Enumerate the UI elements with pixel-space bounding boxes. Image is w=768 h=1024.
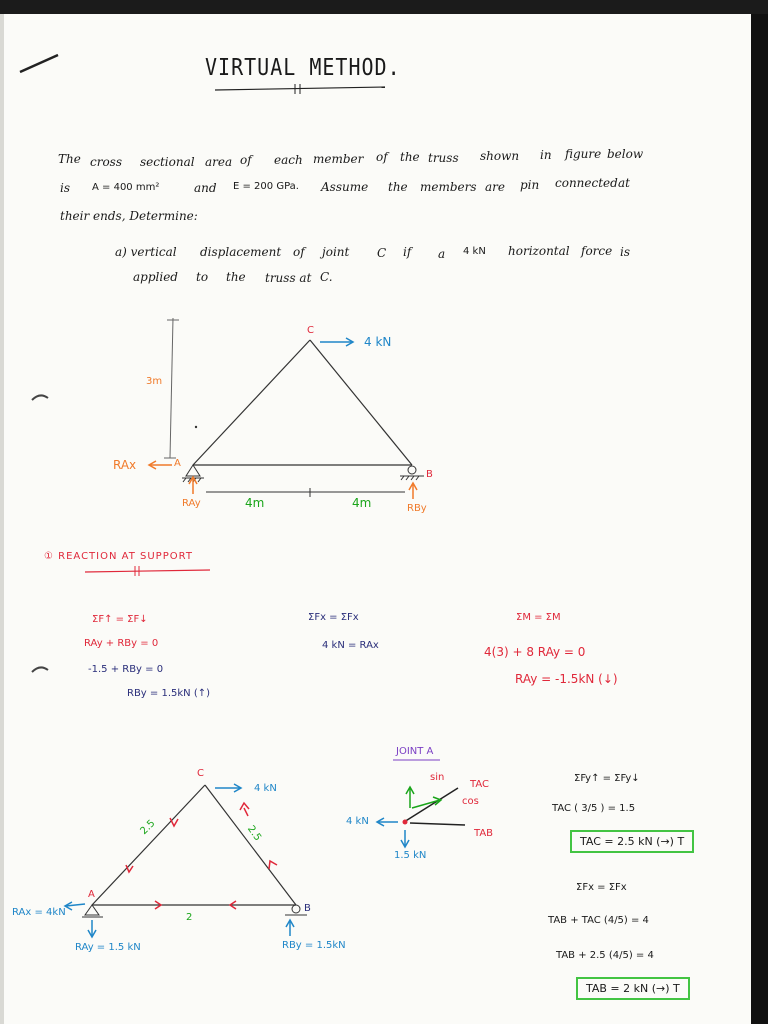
word: the xyxy=(400,150,420,164)
eq-right-line3: TAB + 2.5 (4/5) = 4 xyxy=(556,950,654,961)
node-a-label: A xyxy=(174,458,181,469)
word: at xyxy=(618,176,630,190)
eq1-line3: RBy = 1.5kN (↑) xyxy=(127,688,210,699)
word: force xyxy=(581,244,613,258)
joint-a-sin: sin xyxy=(430,772,445,783)
word: The xyxy=(58,152,81,166)
fig2-rby: RBy = 1.5kN xyxy=(282,940,346,951)
problem-line-3: their ends, Determine: xyxy=(60,209,198,223)
joint-a-tab: TAB xyxy=(474,828,494,839)
fig2-node-c: C xyxy=(197,768,204,779)
eq3-header: ΣM = ΣM xyxy=(516,612,561,623)
span-label-2: 4m xyxy=(352,496,372,510)
word: connected xyxy=(555,176,618,190)
word: of xyxy=(376,150,388,164)
word: truss at xyxy=(265,271,312,285)
word: is xyxy=(620,245,630,259)
word: and xyxy=(194,181,217,195)
joint-a-fbd xyxy=(377,760,465,847)
fig2-node-b: B xyxy=(304,903,311,914)
joint-a-heading: JOINT A xyxy=(396,746,434,757)
eq-right-header2: ΣFx = ΣFx xyxy=(576,882,627,893)
word: 4 kN xyxy=(463,246,486,257)
word: each xyxy=(274,153,303,167)
node-c-label: C xyxy=(307,325,314,336)
page-title: VIRTUAL METHOD. xyxy=(205,53,401,81)
fig2-len-ab: 2 xyxy=(186,912,193,923)
force-c-label: 4 kN xyxy=(364,335,392,349)
eq3-line2: RAy = -1.5kN (↓) xyxy=(515,672,618,686)
node-b-label: B xyxy=(426,469,433,480)
fig2-rax: RAx = 4kN xyxy=(12,907,66,918)
section-reaction-heading: ① REACTION AT SUPPORT xyxy=(44,551,193,562)
word: the xyxy=(388,180,408,194)
eq-right-line1: TAC ( 3/5 ) = 1.5 xyxy=(552,803,636,814)
word: shown xyxy=(480,149,520,163)
fig2-node-a: A xyxy=(88,889,95,900)
word: of xyxy=(293,245,305,259)
word: A = 400 mm² xyxy=(92,182,160,193)
word: C. xyxy=(320,270,333,284)
rax-label: RAx xyxy=(113,458,137,472)
word: joint xyxy=(322,245,350,259)
ray-label: RAy xyxy=(182,498,201,509)
word: below xyxy=(607,147,644,161)
eq1-line1: RAy + RBy = 0 xyxy=(84,638,159,649)
joint-a-cos: cos xyxy=(462,796,479,807)
word: member xyxy=(313,152,364,166)
word: members xyxy=(420,180,477,194)
word: horizontal xyxy=(508,244,570,258)
eq1-header: ΣF↑ = ΣF↓ xyxy=(92,614,148,625)
word: if xyxy=(403,245,412,259)
fig2-force-c: 4 kN xyxy=(254,783,277,794)
fig2-len-bc: 2.5 xyxy=(244,823,264,844)
eq2-header: ΣFx = ΣFx xyxy=(308,612,359,623)
word: a xyxy=(438,247,446,261)
word: applied xyxy=(133,270,178,284)
eq-right-header1: ΣFy↑ = ΣFy↓ xyxy=(574,773,640,784)
word: truss xyxy=(428,151,459,165)
joint-a-force-down: 1.5 kN xyxy=(394,850,427,861)
word: area xyxy=(205,155,233,169)
rby-label: RBy xyxy=(407,503,427,514)
result-tac-box: TAC = 2.5 kN (→) T xyxy=(570,830,694,853)
word: figure xyxy=(565,147,602,161)
word: of xyxy=(240,153,252,167)
word: is xyxy=(60,181,70,195)
eq2-line1: 4 kN = RAx xyxy=(322,640,379,651)
joint-a-force-left: 4 kN xyxy=(346,816,369,827)
eq1-line2: -1.5 + RBy = 0 xyxy=(88,664,164,675)
word: in xyxy=(540,148,552,162)
joint-a-tac: TAC xyxy=(470,779,489,790)
word: E = 200 GPa. xyxy=(233,181,299,192)
word: cross xyxy=(90,155,122,169)
word: Assume xyxy=(321,180,369,194)
eq-right-line2: TAB + TAC (4/5) = 4 xyxy=(548,915,649,926)
word: a) vertical xyxy=(115,245,177,259)
word: pin xyxy=(520,178,540,192)
word: the xyxy=(226,270,246,284)
fig2-ray: RAy = 1.5 kN xyxy=(75,942,141,953)
word: C xyxy=(377,246,387,260)
result-tab-box: TAB = 2 kN (→) T xyxy=(576,977,690,1000)
word: sectional xyxy=(140,155,195,169)
dim-height-label: 3m xyxy=(146,376,163,387)
eq3-line1: 4(3) + 8 RAy = 0 xyxy=(484,645,586,659)
fig2-len-ac: 2.5 xyxy=(138,817,158,838)
span-label-1: 4m xyxy=(245,496,265,510)
word: displacement xyxy=(200,245,282,259)
word: are xyxy=(485,180,505,194)
word: to xyxy=(196,270,209,284)
